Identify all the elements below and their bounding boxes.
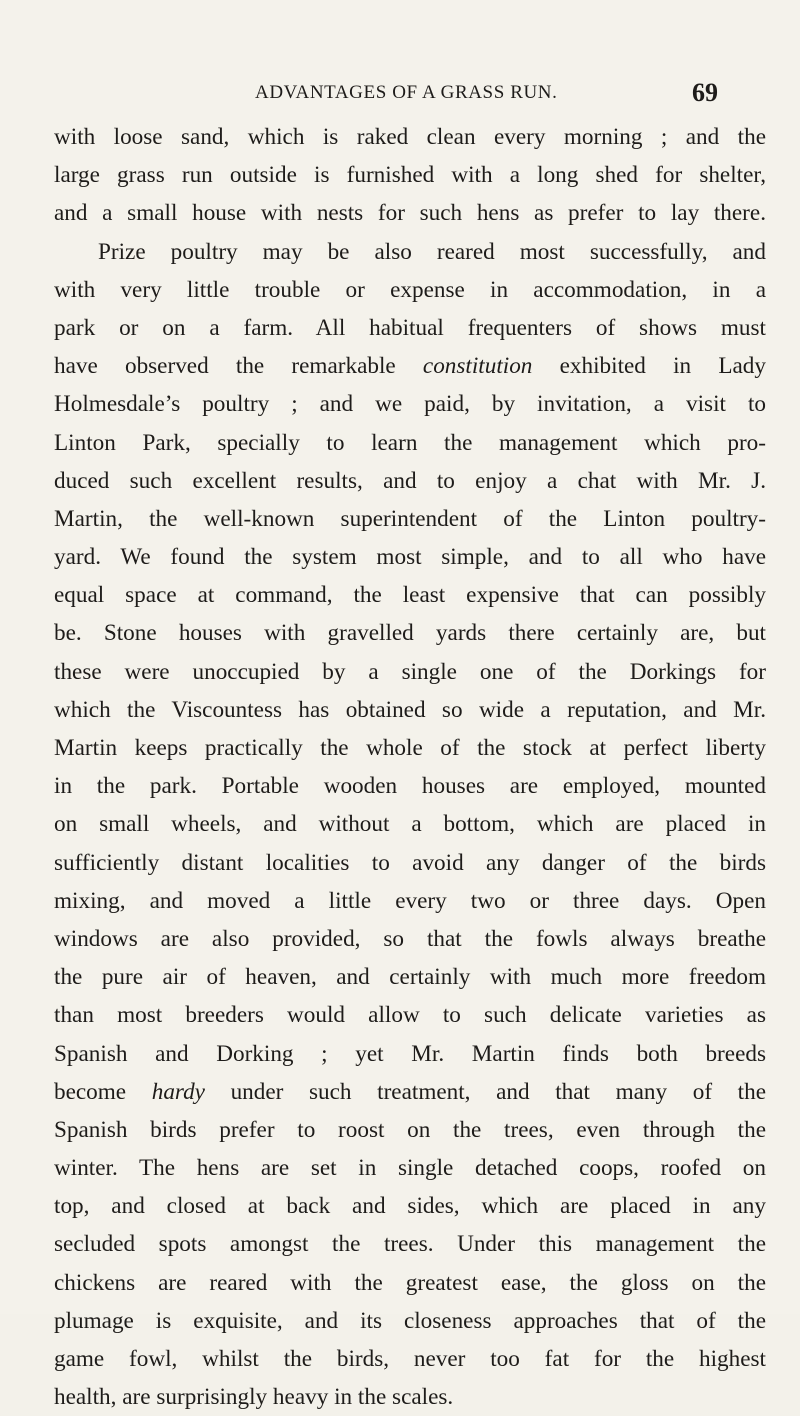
text-line: with loose sand, which is raked clean every morning ; and the — [54, 124, 766, 150]
text-line: Spanish and Dorking ; yet Mr. Martin finds both breeds — [54, 1040, 766, 1067]
text-line: health, are surprisingly heavy in the scales. — [54, 1384, 454, 1411]
text-line: plumage is exquisite, and its closeness approaches that of the — [54, 1307, 766, 1334]
text-line: winter. The hens are set in single detached coops, roofed on — [54, 1155, 766, 1182]
text-line: duced such excellent results, and to enjoy a chat with Mr. J. — [54, 467, 766, 494]
page-number: 69 — [692, 78, 718, 107]
text-line: Martin keeps practically the whole of the stock at perfect liberty — [54, 735, 766, 761]
text-line: yard. We found the system most simple, and to all who have — [54, 544, 766, 571]
text-line: equal space at command, the least expensive that can possibly — [54, 582, 766, 609]
text-line: sufficiently distant localities to avoid any danger of the birds — [54, 849, 766, 876]
text-line: Linton Park, specially to learn the management which pro- — [54, 429, 766, 456]
text-line: large grass run outside is furnished with a long shed for shelter, — [54, 162, 766, 189]
text-line — [54, 1073, 766, 1111]
text-line: mixing, and moved a little every two or three days. Open — [54, 887, 766, 914]
text-segment: exhibited in Lady — [532, 353, 766, 380]
text-line: on small wheels, and without a bottom, which are placed in — [54, 811, 766, 838]
text-line: and a small house with nests for such hens as prefer to lay there. — [54, 200, 766, 227]
text-line: be. Stone houses with gravelled yards there certainly are, but — [54, 620, 766, 647]
text-line: game fowl, whilst the birds, never too fat for the highest — [54, 1346, 766, 1372]
text-line: top, and closed at back and sides, which are placed in any — [54, 1193, 766, 1220]
text-line — [54, 347, 766, 385]
text-segment: become — [54, 1078, 152, 1105]
text-line: these were unoccupied by a single one of the Dorkings for — [54, 658, 766, 685]
italic-word: constitution — [422, 353, 533, 380]
text-line: Prize poultry may be also reared most successfully, and — [98, 238, 766, 265]
text-line: with very little trouble or expense in accommodation, in a — [54, 276, 766, 303]
text-line: windows are also provided, so that the fowls always breathe — [54, 925, 766, 952]
text-line: in the park. Portable wooden houses are employed, mounted — [54, 773, 766, 800]
text-segment: have observed the remarkable — [54, 353, 423, 380]
text-line: the pure air of heaven, and certainly with much more freedom — [54, 964, 766, 991]
running-head — [0, 78, 800, 108]
text-line: chickens are reared with the greatest ease, the gloss on the — [54, 1269, 766, 1296]
text-line: Martin, the well-known superintendent of the Linton poultry- — [54, 505, 766, 532]
text-line: which the Viscountess has obtained so wide a reputation, and Mr. — [54, 696, 766, 723]
body-text — [54, 118, 766, 1416]
running-head-title: ADVANTAGES OF A GRASS RUN. — [255, 82, 558, 103]
text-line: than most breeders would allow to such delicate varieties as — [54, 1002, 766, 1029]
text-line: park or on a farm. All habitual frequenters of shows must — [54, 314, 766, 341]
text-line: Holmesdale’s poultry ; and we paid, by invitation, a visit to — [54, 391, 766, 418]
text-segment: under such treatment, and that many of the — [204, 1078, 766, 1105]
text-line: Spanish birds prefer to roost on the trees, even through the — [54, 1116, 766, 1143]
text-line: secluded spots amongst the trees. Under this management the — [54, 1231, 766, 1258]
italic-word: hardy — [151, 1078, 205, 1105]
